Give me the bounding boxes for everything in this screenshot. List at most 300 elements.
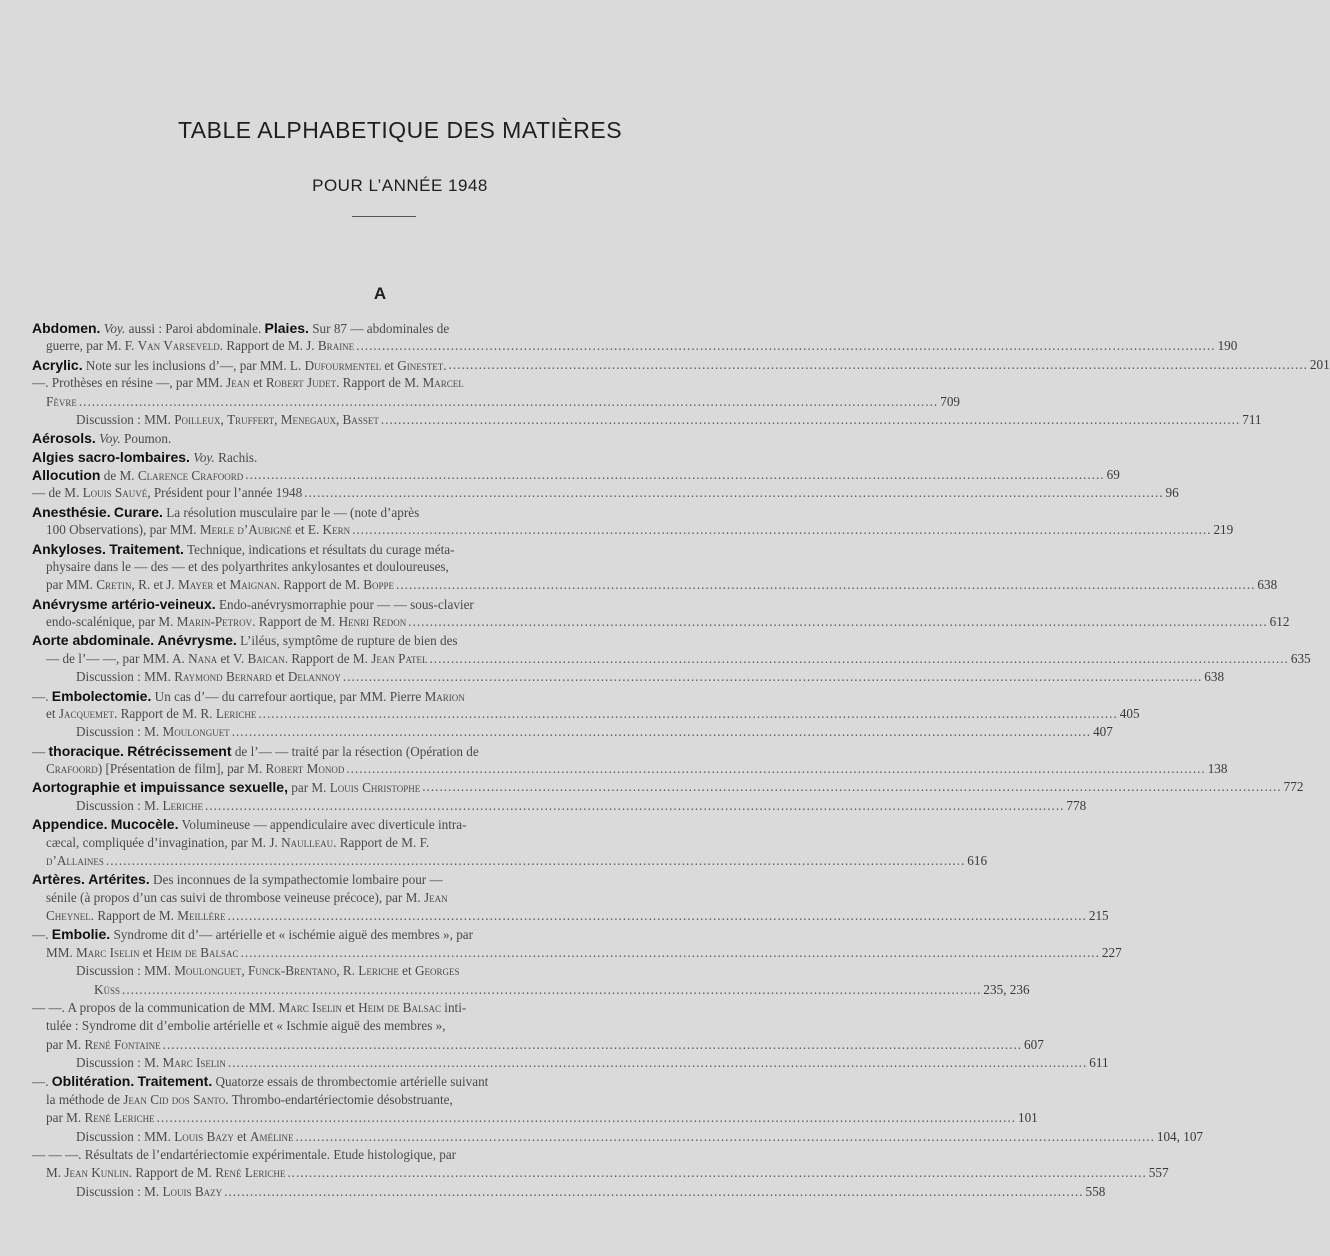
page-number: 711 [1242, 411, 1262, 427]
index-line-text [32, 1147, 456, 1162]
index-text: Rachis. [214, 449, 258, 465]
author-name: Jacquemet [58, 705, 114, 721]
index-text: . Rapport de M. [284, 650, 372, 666]
index-line [32, 466, 1120, 484]
dot-leader: ........................................................................................................................................................................................................ [231, 724, 1092, 740]
index-line-text [46, 907, 225, 925]
index-text: par M. [46, 1036, 85, 1052]
index-heading: thoracique. [48, 742, 124, 759]
index-text: Discussion : M. [76, 724, 163, 740]
index-text: et [213, 577, 230, 593]
index-text: Syndrome dit d’— artérielle et « ischémie aiguë des membres », par [110, 927, 474, 943]
author-name: Van Varseveld [137, 338, 220, 354]
author-name: Robert Monod [265, 761, 345, 776]
index-heading: Embolie. [51, 926, 111, 943]
index-line [32, 907, 1109, 925]
index-line-text [46, 1164, 285, 1182]
index-line [32, 631, 712, 649]
author-name: Truffert [227, 411, 275, 427]
page-number: 201 [1309, 356, 1330, 372]
author-name: René Leriche [215, 1165, 286, 1181]
author-name: Boppe [363, 577, 395, 593]
dot-leader: ........................................................................................................................................................................................................ [122, 981, 982, 997]
index-line-text [32, 505, 419, 520]
index-text: 100 Observations), par MM. [46, 522, 200, 538]
index-text: endo-scalénique, par M. [46, 614, 177, 629]
dot-leader: ........................................................................................................................................................................................................ [258, 705, 1118, 721]
author-name: Jean Cid dos Santo [123, 1091, 226, 1107]
author-name: Funck-Brentano [248, 963, 337, 979]
page-number: 638 [1204, 669, 1225, 685]
index-text: Poumon. [120, 431, 172, 447]
index-line-text [46, 650, 427, 668]
index-text: guerre, par M. F. [46, 338, 138, 354]
author-name: Menegaux [280, 411, 336, 427]
page-number: 557 [1148, 1165, 1169, 1181]
index-line [32, 1072, 712, 1090]
dot-leader: ........................................................................................................................................................................................................ [429, 650, 1289, 666]
index-line-text [46, 852, 104, 870]
author-name: Naulleau [281, 834, 334, 850]
index-line [32, 319, 712, 337]
index-line-text [46, 1036, 161, 1054]
index-text: Note sur les inclusions d’—, par MM. L. [82, 357, 305, 373]
page-number: 190 [1217, 338, 1238, 354]
index-heading: Allocution [32, 467, 101, 483]
index-text: . Rapport de M. J. [219, 338, 318, 354]
index-text: La résolution musculaire par le — (note d’après [162, 504, 420, 520]
index-text: — —. A propos de la communication de MM. [32, 999, 279, 1015]
author-name: Leriche [358, 963, 399, 979]
index-text: — de M. [32, 485, 83, 501]
dot-leader: ........................................................................................................................................................................................................ [105, 852, 966, 868]
index-heading: Anévrysme artério-veineux. [32, 595, 216, 612]
index-heading: Anesthésie. [32, 503, 111, 520]
author-name: Meillère [177, 908, 226, 923]
index-text: cæcal, compliquée d’invagination, par M. J. [46, 834, 282, 850]
author-name: Heim de Balsac [155, 944, 239, 960]
index-text: Voy. [193, 449, 215, 465]
dot-leader: ........................................................................................................................................................................................................ [295, 1128, 1155, 1144]
index-text: Discussion : MM. [76, 411, 175, 427]
author-name: Cheynel [46, 908, 91, 923]
index-line [32, 484, 1179, 502]
index-text: et E. [291, 522, 323, 538]
index-heading: Aortographie et impuissance sexuelle, [32, 779, 288, 796]
author-name: Basset [342, 411, 379, 427]
index-text: aussi : Paroi abdominale. [125, 321, 265, 336]
index-line [32, 723, 1113, 741]
index-line [32, 448, 712, 466]
dot-leader: ........................................................................................................................................................................................................ [448, 356, 1308, 372]
index-line-text [46, 1018, 446, 1033]
index-line [32, 1017, 712, 1035]
index-line-text [94, 981, 120, 999]
index-line [32, 834, 712, 852]
author-name: Jean Patel [371, 650, 428, 666]
index-line-text [46, 1109, 155, 1127]
index-line [32, 944, 1122, 962]
author-name: Heim de Balsac [358, 999, 441, 1015]
author-name: Marc Iselin [76, 944, 140, 960]
index-entries [32, 319, 1330, 1201]
index-text: sénile (à propos d’un cas suivi de thrombose veineuse précoce), par M. [46, 889, 424, 905]
index-line [32, 1128, 1204, 1146]
index-text: et [381, 357, 398, 373]
dot-leader: ........................................................................................................................................................................................................ [342, 669, 1203, 685]
page-number: 607 [1024, 1036, 1044, 1052]
index-text: —. Prothèses en résine —, par MM. [32, 375, 227, 391]
index-line [32, 1036, 1044, 1054]
page-subtitle: POUR L’ANNÉE 1948 [312, 176, 488, 195]
index-text: . Rapport de M. [128, 1165, 216, 1181]
dot-leader: ........................................................................................................................................................................................................ [422, 779, 1282, 795]
index-text: Discussion : M. [76, 1183, 163, 1199]
index-text: tulée : Syndrome dit d’embolie artérielle et « Ischmie aiguë des membres », [46, 1018, 446, 1034]
index-line [32, 1091, 712, 1109]
index-line-text [32, 597, 474, 612]
index-line-text [76, 723, 230, 741]
author-name: Louis Bazy [162, 1183, 223, 1199]
index-text: par M. [287, 780, 330, 796]
index-line-text [32, 542, 455, 557]
dot-leader: ........................................................................................................................................................................................................ [287, 1165, 1147, 1181]
index-line-text [46, 521, 350, 539]
author-name: Moulonguet [174, 963, 242, 979]
author-name: Jean [226, 375, 250, 391]
author-name: Moulonguet [162, 724, 230, 740]
page-number: 616 [967, 852, 988, 868]
index-line [32, 374, 712, 392]
page-number: 612 [1269, 614, 1290, 629]
author-name: Küss [94, 981, 121, 997]
author-name: Marc Iselin [162, 1055, 226, 1070]
author-name: Marin-Petrov [176, 614, 253, 629]
author-name: d’Allaines [46, 852, 104, 868]
index-heading: Aorte abdominale. [32, 632, 155, 649]
dot-leader: ........................................................................................................................................................................................................ [240, 944, 1100, 960]
index-heading: Rétrécissement [127, 742, 232, 759]
index-text: Discussion : M. [76, 797, 163, 813]
author-name: Nana [188, 650, 218, 666]
index-line-text [32, 778, 420, 796]
index-line-text [32, 744, 479, 759]
author-name: Robert Judet [265, 375, 337, 391]
index-text: , [335, 411, 343, 427]
index-heading: Appendice. [32, 816, 108, 833]
index-line-text [46, 337, 354, 355]
index-text: de l’— — traité par la résection (Opération de [231, 743, 479, 759]
page-number: 405 [1119, 705, 1140, 721]
page-number: 219 [1213, 522, 1234, 538]
index-heading: Traitement. [109, 540, 184, 557]
index-text: Discussion : MM. [76, 963, 175, 979]
dot-leader: ........................................................................................................................................................................................................ [162, 1036, 1023, 1052]
index-line [32, 870, 712, 888]
index-text: Technique, indications et résultats du curage méta- [183, 541, 455, 557]
author-name: Jean [423, 889, 448, 905]
author-name: Poilleux [174, 411, 221, 427]
index-line-text [76, 411, 379, 429]
author-name: Fèvre [46, 393, 77, 409]
page-number: 638 [1257, 577, 1278, 593]
index-line-text [32, 466, 243, 484]
author-name: Merle d’Aubigné [199, 522, 292, 538]
page-number: 215 [1088, 908, 1109, 923]
index-heading: Plaies. [264, 320, 309, 336]
index-line [32, 705, 1140, 723]
index-line-text [46, 890, 448, 905]
author-name: Mayer [178, 577, 214, 593]
page-number: 778 [1066, 797, 1087, 813]
index-text: physaire dans le — des — et des polyarthrites ankylosantes et douloureuses, [46, 558, 449, 574]
page-number: 227 [1101, 944, 1122, 960]
index-text: et V. [217, 650, 248, 666]
index-text: et [271, 669, 288, 685]
author-name: Henri Redon [338, 614, 407, 629]
index-line [32, 1146, 712, 1164]
author-name: Louis Bazy [174, 1128, 234, 1144]
page-number: 558 [1085, 1183, 1106, 1199]
index-text: et [398, 963, 415, 979]
index-text: Un cas d’— du carrefour aortique, par MM. Pierre [151, 688, 425, 704]
dot-leader: ........................................................................................................................................................................................................ [352, 522, 1212, 538]
index-line [32, 393, 960, 411]
index-text: et [46, 705, 59, 721]
index-text: par M. [46, 1110, 85, 1126]
page-number: 772 [1283, 779, 1304, 795]
index-text: Discussion : MM. [76, 1128, 175, 1144]
index-line [32, 576, 1278, 594]
index-heading: Embolectomie. [51, 687, 152, 704]
page-number: 104, 107 [1156, 1128, 1204, 1144]
index-text: , [220, 411, 228, 427]
index-line [32, 778, 1304, 796]
index-line-text [32, 484, 302, 502]
index-text: Endo-anévrysmorraphie pour — — sous-clavier [215, 596, 474, 612]
index-text: , R. et J. [131, 577, 179, 593]
index-text: —. [32, 927, 52, 943]
author-name: Maignan [229, 577, 277, 593]
author-name: Georges [414, 963, 460, 979]
index-line-text [32, 633, 458, 648]
index-line [32, 981, 1030, 999]
index-line-text [32, 321, 449, 336]
author-name: Leriche [162, 797, 204, 813]
index-text: de M. [100, 468, 138, 483]
author-name: Jean Kunlin [64, 1165, 129, 1181]
author-name: Améline [249, 1128, 294, 1144]
index-text: Sur 87 — abdominales de [308, 321, 450, 336]
index-text: Voy. [99, 431, 121, 447]
index-text: — — —. Résultats de l’endartériectomie expérimentale. Etude histologique, par [32, 1146, 457, 1162]
index-line-text [32, 431, 171, 446]
author-name: René Fontaine [84, 1036, 161, 1052]
index-text: et [249, 375, 266, 391]
author-name: Ginestet [397, 357, 444, 373]
section-letter: A [373, 284, 387, 303]
dot-leader: ........................................................................................................................................................................................................ [224, 1183, 1084, 1199]
index-line [32, 815, 712, 833]
index-text: . Rapport de M. [276, 577, 364, 593]
index-text: ) [Présentation de film], par M. [97, 761, 266, 776]
index-text: —. [32, 688, 52, 704]
author-name: Marcel [422, 375, 464, 391]
index-text: . Thrombo-endartériectomie désobstruante, [225, 1091, 453, 1107]
index-line-text [32, 1074, 488, 1089]
index-text: . Rapport de M. F. [333, 834, 430, 850]
index-heading: Mucocèle. [110, 816, 179, 833]
index-line-text [46, 1092, 453, 1107]
index-line-text [32, 450, 257, 465]
index-text: et [139, 944, 156, 960]
index-text: Voy. [103, 321, 126, 336]
author-name: Braine [317, 338, 355, 354]
dot-leader: ........................................................................................................................................................................................................ [205, 797, 1065, 813]
author-name: Delannoy [287, 669, 341, 685]
index-text: Quatorze essais de thrombectomie artérielle suivant [212, 1074, 489, 1090]
dot-leader: ........................................................................................................................................................................................................ [380, 411, 1241, 427]
index-line-text [76, 1128, 293, 1146]
index-text: inti- [440, 999, 467, 1015]
dot-leader: ........................................................................................................................................................................................................ [227, 908, 1087, 923]
index-line-text [76, 1183, 222, 1201]
index-text: . Rapport de M. [336, 375, 423, 391]
index-text: , [274, 411, 281, 427]
index-line [32, 613, 1290, 631]
index-line [32, 503, 712, 521]
author-name: Louis Christophe [329, 780, 421, 796]
author-name: Louis Sauvé [82, 485, 148, 501]
index-line-text [46, 760, 344, 778]
index-line [32, 962, 712, 980]
index-line [32, 1164, 1169, 1182]
index-line-text [32, 817, 467, 832]
index-heading: Artères. [32, 871, 85, 888]
index-text: Volumineuse — appendiculaire avec diverticule intra- [178, 817, 467, 833]
dot-leader: ........................................................................................................................................................................................................ [156, 1110, 1016, 1126]
page-number: 138 [1207, 761, 1228, 776]
index-text: la méthode de [46, 1091, 124, 1107]
index-text: . Rapport de M. [252, 614, 339, 629]
index-line [32, 337, 1238, 355]
index-line [32, 999, 712, 1017]
index-text: et [233, 1128, 250, 1144]
index-heading: Acrylic. [32, 356, 83, 373]
index-line [32, 687, 712, 705]
index-heading: Algies sacro-lombaires. [32, 448, 190, 465]
index-text: —. [32, 1074, 52, 1090]
page-number: 235, 236 [983, 981, 1030, 997]
index-text: , [241, 963, 248, 979]
author-name: Kern [322, 522, 351, 538]
index-line [32, 742, 712, 760]
author-name: Marion [424, 688, 465, 704]
index-line-text [32, 872, 443, 887]
author-name: René Leriche [84, 1110, 155, 1126]
index-line [32, 760, 1228, 778]
author-name: Crafoord [46, 761, 98, 776]
index-text: . Rapport de M. [90, 908, 178, 923]
dot-leader: ........................................................................................................................................................................................................ [245, 467, 1105, 482]
index-text: M. [46, 1165, 65, 1181]
index-line-text [32, 1000, 466, 1015]
page-number: 407 [1093, 724, 1113, 740]
index-heading: Curare. [113, 503, 163, 520]
author-name: Dufourmentel [304, 357, 382, 373]
index-line-text [76, 963, 460, 978]
index-text: . Rapport de M. R. [113, 705, 216, 721]
page-number: 611 [1089, 1055, 1109, 1070]
index-line-text [76, 668, 341, 686]
dot-leader: ........................................................................................................................................................................................................ [304, 485, 1164, 501]
index-text: Des inconnues de la sympathectomie lombaire pour — [149, 872, 443, 888]
author-name: Marc Iselin [278, 999, 342, 1015]
index-line [32, 521, 1234, 539]
index-line [32, 356, 1330, 374]
dot-leader: ........................................................................................................................................................................................................ [396, 577, 1256, 593]
index-line [32, 411, 1262, 429]
index-line-text [32, 927, 473, 942]
index-line-text [46, 576, 394, 594]
index-line [32, 558, 712, 576]
index-text: par MM. [46, 577, 97, 593]
index-text: MM. [46, 944, 77, 960]
index-line-text [32, 689, 465, 704]
index-line-text [46, 613, 406, 631]
index-text: , Président pour l’année 1948 [147, 485, 303, 501]
index-line [32, 852, 988, 870]
index-line [32, 925, 712, 943]
author-name: Baican [247, 650, 285, 666]
index-heading: Ankyloses. [32, 540, 106, 557]
index-text: , R. [336, 963, 359, 979]
index-text: — [32, 743, 49, 759]
index-text: Discussion : MM. [76, 669, 175, 685]
page-number: 101 [1017, 1110, 1038, 1126]
index-heading: Traitement. [137, 1073, 213, 1090]
index-line-text [46, 944, 239, 962]
index-line [32, 889, 712, 907]
index-line-text [76, 797, 203, 815]
author-name: Raymond Bernard [174, 669, 272, 685]
index-line [32, 429, 712, 447]
page-number: 69 [1106, 467, 1120, 482]
index-text: Discussion : M. [76, 1055, 163, 1070]
index-line [32, 1183, 1106, 1201]
author-name: Cretin [96, 577, 132, 593]
page-title: TABLE ALPHABETIQUE DES MATIÈRES [177, 117, 623, 143]
author-name: Clarence Crafoord [137, 468, 244, 483]
index-heading: Aérosols. [32, 430, 96, 447]
index-text: — de l’— —, par MM. A. [46, 650, 189, 666]
index-text: . [443, 357, 447, 373]
author-name: Leriche [215, 705, 257, 721]
index-line-text [46, 393, 77, 411]
index-line-text [46, 559, 449, 574]
index-heading: Oblitération. [51, 1073, 135, 1090]
index-line [32, 650, 1311, 668]
index-line-text [46, 835, 429, 850]
dot-leader: ........................................................................................................................................................................................................ [356, 338, 1216, 354]
index-line [32, 595, 712, 613]
index-line [32, 668, 1225, 686]
index-heading: Abdomen. [32, 320, 101, 336]
index-line [32, 1054, 1109, 1072]
index-line-text [46, 705, 256, 723]
dot-leader: ........................................................................................................................................................................................................ [227, 1055, 1088, 1070]
dot-leader: ........................................................................................................................................................................................................ [408, 614, 1268, 629]
